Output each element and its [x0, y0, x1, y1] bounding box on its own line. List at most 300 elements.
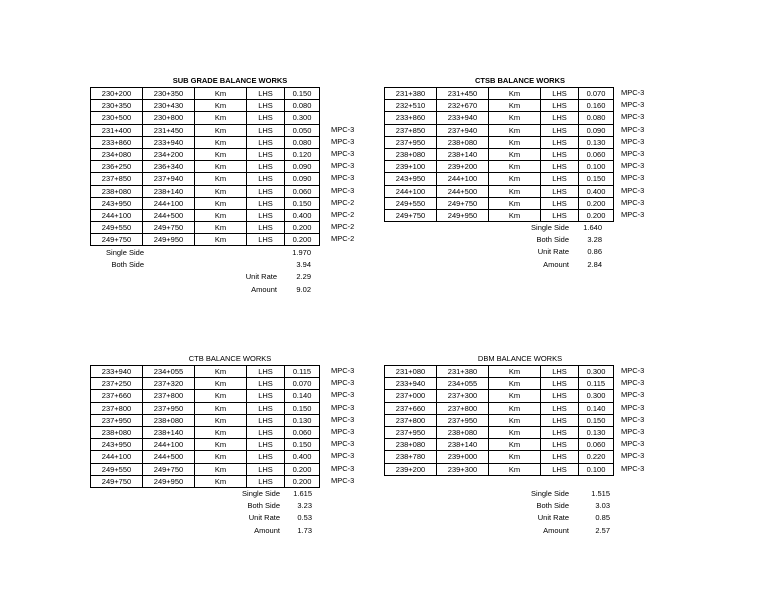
mpc-label: MPC-3 — [331, 378, 355, 388]
length-cell: 0.100 — [579, 463, 614, 475]
length-cell: 0.080 — [579, 112, 614, 124]
to-chainage-cell: 238+080 — [437, 426, 489, 438]
from-chainage-cell: 244+100 — [91, 209, 143, 221]
unit-cell: Km — [195, 463, 247, 475]
unit-cell: Km — [195, 112, 247, 124]
unit-cell: Km — [195, 414, 247, 426]
to-chainage-cell: 249+750 — [143, 463, 195, 475]
length-cell: 0.100 — [579, 161, 614, 173]
ctb-table — [90, 365, 320, 488]
length-cell: 0.130 — [579, 136, 614, 148]
table-row — [91, 173, 320, 185]
mpc-label: MPC-2 — [331, 234, 355, 244]
unit-rate-label: Unit Rate — [248, 513, 280, 523]
mpc-label: MPC-3 — [331, 439, 355, 449]
table-row — [91, 234, 320, 246]
unit-cell: Km — [489, 148, 541, 160]
unit-cell: Km — [489, 209, 541, 221]
length-cell: 0.220 — [579, 451, 614, 463]
from-chainage-cell: 249+750 — [385, 209, 437, 221]
length-cell: 0.150 — [285, 439, 320, 451]
length-cell: 0.140 — [285, 390, 320, 402]
mpc-label — [331, 111, 354, 123]
to-chainage-cell: 238+140 — [437, 148, 489, 160]
from-chainage-cell: 244+100 — [91, 451, 143, 463]
side-cell: LHS — [247, 88, 285, 100]
from-chainage-cell: 237+950 — [91, 414, 143, 426]
to-chainage-cell: 244+500 — [437, 185, 489, 197]
unit-rate-value: 0.86 — [587, 247, 602, 257]
from-chainage-cell: 249+750 — [91, 475, 143, 487]
single-side-value: 1.615 — [293, 489, 312, 498]
mpc-label: MPC-3 — [331, 390, 355, 400]
single-side-label: Single Side — [106, 248, 144, 257]
side-cell: LHS — [247, 426, 285, 438]
ctb-table-block — [90, 365, 320, 488]
length-cell: 0.050 — [285, 124, 320, 136]
from-chainage-cell: 233+860 — [91, 136, 143, 148]
single-side-value: 1.640 — [583, 223, 602, 232]
to-chainage-cell: 236+340 — [143, 161, 195, 173]
length-cell: 0.300 — [285, 112, 320, 124]
table-row — [385, 100, 614, 112]
mpc-label: MPC-3 — [621, 426, 645, 436]
both-side-value: 3.94 — [296, 260, 311, 270]
side-cell: LHS — [541, 414, 579, 426]
table-row — [385, 88, 614, 100]
table-row — [91, 88, 320, 100]
unit-cell: Km — [489, 426, 541, 438]
table-row — [91, 402, 320, 414]
side-cell: LHS — [247, 209, 285, 221]
mpc-label: MPC-3 — [621, 463, 645, 473]
unit-cell: Km — [489, 402, 541, 414]
unit-rate-value: 0.85 — [595, 513, 610, 523]
to-chainage-cell: 231+450 — [143, 124, 195, 136]
unit-cell: Km — [195, 148, 247, 160]
side-cell: LHS — [541, 366, 579, 378]
from-chainage-cell: 249+750 — [91, 234, 143, 246]
side-cell: LHS — [247, 234, 285, 246]
length-cell: 0.400 — [285, 451, 320, 463]
table-row — [91, 390, 320, 402]
from-chainage-cell: 236+250 — [91, 161, 143, 173]
amount-value: 9.02 — [296, 284, 311, 294]
from-chainage-cell: 237+800 — [91, 402, 143, 414]
to-chainage-cell: 231+450 — [437, 88, 489, 100]
table-row — [385, 439, 614, 451]
mpc-label: MPC-3 — [621, 100, 645, 110]
length-cell: 0.115 — [579, 378, 614, 390]
from-chainage-cell: 237+850 — [91, 173, 143, 185]
length-cell: 0.200 — [285, 463, 320, 475]
unit-cell: Km — [489, 414, 541, 426]
table-row — [385, 124, 614, 136]
unit-cell: Km — [489, 124, 541, 136]
side-cell: LHS — [247, 451, 285, 463]
dbm-mpc-column — [621, 365, 644, 475]
table-row — [385, 378, 614, 390]
from-chainage-cell: 238+080 — [91, 426, 143, 438]
length-cell: 0.090 — [285, 161, 320, 173]
mpc-label: MPC-3 — [331, 136, 355, 146]
mpc-label: MPC-3 — [621, 366, 645, 375]
side-cell: LHS — [541, 402, 579, 414]
table-row — [91, 197, 320, 209]
to-chainage-cell: 244+100 — [143, 439, 195, 451]
length-cell: 0.200 — [285, 475, 320, 487]
table-row — [91, 124, 320, 136]
table-row — [91, 451, 320, 463]
side-cell: LHS — [541, 197, 579, 209]
ctsb-title: CTSB BALANCE WORKS — [475, 76, 565, 85]
table-row — [385, 366, 614, 378]
unit-cell: Km — [489, 161, 541, 173]
unit-cell: Km — [489, 185, 541, 197]
from-chainage-cell: 243+950 — [385, 173, 437, 185]
from-chainage-cell: 233+860 — [385, 112, 437, 124]
both-side-label: Both Side — [536, 501, 569, 511]
side-cell: LHS — [541, 100, 579, 112]
unit-cell: Km — [489, 439, 541, 451]
amount-label: Amount — [543, 525, 569, 535]
table-row — [385, 148, 614, 160]
table-row — [91, 185, 320, 197]
side-cell: LHS — [247, 439, 285, 451]
from-chainage-cell: 244+100 — [385, 185, 437, 197]
mpc-label: MPC-3 — [621, 390, 645, 400]
amount-value: 2.84 — [587, 259, 602, 269]
side-cell: LHS — [247, 378, 285, 390]
side-cell: LHS — [541, 148, 579, 160]
side-cell: LHS — [247, 173, 285, 185]
mpc-label: MPC-3 — [331, 402, 355, 412]
table-row — [385, 390, 614, 402]
from-chainage-cell: 231+380 — [385, 88, 437, 100]
to-chainage-cell: 244+100 — [143, 197, 195, 209]
amount-value: 1.73 — [297, 525, 312, 535]
to-chainage-cell: 239+200 — [437, 161, 489, 173]
side-cell: LHS — [247, 161, 285, 173]
from-chainage-cell: 249+550 — [91, 222, 143, 234]
to-chainage-cell: 238+140 — [143, 426, 195, 438]
from-chainage-cell: 237+800 — [385, 414, 437, 426]
length-cell: 0.150 — [285, 197, 320, 209]
length-cell: 0.140 — [579, 402, 614, 414]
ctb-summary — [90, 488, 330, 537]
from-chainage-cell: 237+660 — [385, 402, 437, 414]
length-cell: 0.150 — [579, 414, 614, 426]
side-cell: LHS — [247, 366, 285, 378]
mpc-label: MPC-3 — [621, 136, 645, 146]
table-row — [91, 209, 320, 221]
length-cell: 0.200 — [579, 209, 614, 221]
unit-cell: Km — [195, 124, 247, 136]
side-cell: LHS — [247, 402, 285, 414]
table-row — [91, 463, 320, 475]
side-cell: LHS — [247, 124, 285, 136]
from-chainage-cell: 231+400 — [91, 124, 143, 136]
from-chainage-cell: 243+950 — [91, 439, 143, 451]
unit-rate-label: Unit Rate — [537, 247, 569, 257]
mpc-label: MPC-3 — [331, 173, 355, 183]
mpc-label: MPC-3 — [331, 161, 355, 171]
unit-cell: Km — [489, 173, 541, 185]
length-cell: 0.080 — [285, 100, 320, 112]
mpc-label: MPC-3 — [621, 451, 645, 461]
subgrade-summary — [90, 247, 330, 296]
from-chainage-cell: 237+950 — [385, 426, 437, 438]
unit-cell: Km — [195, 426, 247, 438]
table-row — [385, 197, 614, 209]
mpc-label: MPC-3 — [621, 209, 645, 219]
mpc-label: MPC-3 — [621, 88, 645, 97]
unit-cell: Km — [195, 173, 247, 185]
from-chainage-cell: 238+080 — [91, 185, 143, 197]
both-side-label: Both Side — [111, 260, 144, 270]
from-chainage-cell: 243+950 — [91, 197, 143, 209]
to-chainage-cell: 237+940 — [437, 124, 489, 136]
both-side-label: Both Side — [536, 235, 569, 245]
table-row — [385, 136, 614, 148]
length-cell: 0.060 — [285, 185, 320, 197]
unit-cell: Km — [195, 475, 247, 487]
side-cell: LHS — [541, 439, 579, 451]
single-side-label: Single Side — [531, 489, 569, 498]
length-cell: 0.080 — [285, 136, 320, 148]
mpc-label: MPC-3 — [621, 161, 645, 171]
table-row — [385, 402, 614, 414]
side-cell: LHS — [541, 88, 579, 100]
single-side-value: 1.970 — [292, 248, 311, 257]
to-chainage-cell: 234+055 — [437, 378, 489, 390]
unit-cell: Km — [195, 402, 247, 414]
from-chainage-cell: 230+200 — [91, 88, 143, 100]
from-chainage-cell: 237+850 — [385, 124, 437, 136]
side-cell: LHS — [247, 100, 285, 112]
side-cell: LHS — [247, 463, 285, 475]
side-cell: LHS — [541, 161, 579, 173]
to-chainage-cell: 237+300 — [437, 390, 489, 402]
from-chainage-cell: 249+550 — [91, 463, 143, 475]
to-chainage-cell: 231+380 — [437, 366, 489, 378]
length-cell: 0.200 — [285, 222, 320, 234]
mpc-label: MPC-3 — [621, 197, 645, 207]
side-cell: LHS — [247, 475, 285, 487]
from-chainage-cell: 239+200 — [385, 463, 437, 475]
mpc-label — [331, 87, 354, 99]
to-chainage-cell: 238+080 — [437, 136, 489, 148]
table-row — [385, 173, 614, 185]
side-cell: LHS — [247, 136, 285, 148]
dbm-summary — [384, 488, 624, 537]
table-row — [91, 222, 320, 234]
length-cell: 0.150 — [285, 402, 320, 414]
length-cell: 0.130 — [579, 426, 614, 438]
subgrade-table-block — [90, 87, 320, 246]
from-chainage-cell: 230+500 — [91, 112, 143, 124]
unit-cell: Km — [489, 378, 541, 390]
table-row — [91, 414, 320, 426]
table-row — [385, 414, 614, 426]
mpc-label: MPC-3 — [621, 402, 645, 412]
length-cell: 0.070 — [285, 378, 320, 390]
side-cell: LHS — [541, 390, 579, 402]
from-chainage-cell: 237+250 — [91, 378, 143, 390]
from-chainage-cell: 237+660 — [91, 390, 143, 402]
unit-cell: Km — [489, 451, 541, 463]
side-cell: LHS — [247, 185, 285, 197]
unit-rate-value: 0.53 — [297, 513, 312, 523]
length-cell: 0.130 — [285, 414, 320, 426]
table-row — [91, 366, 320, 378]
length-cell: 0.300 — [579, 366, 614, 378]
length-cell: 0.160 — [579, 100, 614, 112]
mpc-label: MPC-3 — [621, 112, 645, 122]
mpc-label: MPC-3 — [621, 378, 645, 388]
unit-cell: Km — [489, 390, 541, 402]
to-chainage-cell: 234+055 — [143, 366, 195, 378]
both-side-label: Both Side — [247, 501, 280, 511]
length-cell: 0.060 — [579, 439, 614, 451]
mpc-label: MPC-3 — [621, 439, 645, 449]
to-chainage-cell: 238+080 — [143, 414, 195, 426]
side-cell: LHS — [247, 148, 285, 160]
mpc-label: MPC-3 — [331, 451, 355, 461]
mpc-label: MPC-3 — [331, 366, 355, 375]
single-side-label: Single Side — [242, 489, 280, 498]
to-chainage-cell: 237+800 — [437, 402, 489, 414]
amount-label: Amount — [254, 525, 280, 535]
unit-cell: Km — [489, 88, 541, 100]
table-row — [385, 426, 614, 438]
to-chainage-cell: 249+750 — [437, 197, 489, 209]
unit-cell: Km — [489, 463, 541, 475]
unit-rate-value: 2.29 — [296, 272, 311, 282]
unit-cell: Km — [195, 222, 247, 234]
length-cell: 0.200 — [579, 197, 614, 209]
table-row — [91, 475, 320, 487]
to-chainage-cell: 237+940 — [143, 173, 195, 185]
side-cell: LHS — [247, 414, 285, 426]
unit-cell: Km — [195, 88, 247, 100]
from-chainage-cell: 230+350 — [91, 100, 143, 112]
mpc-label — [331, 99, 354, 111]
unit-cell: Km — [489, 136, 541, 148]
unit-cell: Km — [195, 366, 247, 378]
both-side-value: 3.03 — [595, 501, 610, 511]
to-chainage-cell: 239+000 — [437, 451, 489, 463]
table-row — [91, 161, 320, 173]
length-cell: 0.400 — [285, 209, 320, 221]
table-row — [385, 451, 614, 463]
unit-cell: Km — [489, 112, 541, 124]
unit-cell: Km — [195, 197, 247, 209]
table-row — [385, 463, 614, 475]
length-cell: 0.090 — [285, 173, 320, 185]
to-chainage-cell: 249+950 — [143, 475, 195, 487]
length-cell: 0.090 — [579, 124, 614, 136]
length-cell: 0.150 — [285, 88, 320, 100]
amount-label: Amount — [543, 259, 569, 269]
side-cell: LHS — [247, 197, 285, 209]
mpc-label: MPC-3 — [331, 148, 355, 158]
to-chainage-cell: 237+950 — [437, 414, 489, 426]
subgrade-mpc-column — [331, 87, 354, 245]
unit-cell: Km — [195, 439, 247, 451]
single-side-label: Single Side — [531, 223, 569, 232]
table-row — [91, 148, 320, 160]
to-chainage-cell: 230+430 — [143, 100, 195, 112]
unit-rate-label: Unit Rate — [245, 272, 277, 282]
from-chainage-cell: 232+510 — [385, 100, 437, 112]
dbm-table — [384, 365, 614, 476]
mpc-label: MPC-3 — [331, 414, 355, 424]
unit-cell: Km — [489, 366, 541, 378]
unit-cell: Km — [489, 100, 541, 112]
length-cell: 0.120 — [285, 148, 320, 160]
both-side-value: 3.23 — [297, 501, 312, 511]
table-row — [91, 378, 320, 390]
table-row — [91, 439, 320, 451]
amount-value: 2.57 — [595, 525, 610, 535]
to-chainage-cell: 244+500 — [143, 209, 195, 221]
length-cell: 0.060 — [285, 426, 320, 438]
to-chainage-cell: 239+300 — [437, 463, 489, 475]
to-chainage-cell: 230+800 — [143, 112, 195, 124]
unit-cell: Km — [195, 161, 247, 173]
table-row — [385, 112, 614, 124]
to-chainage-cell: 244+100 — [437, 173, 489, 185]
length-cell: 0.150 — [579, 173, 614, 185]
side-cell: LHS — [541, 426, 579, 438]
to-chainage-cell: 249+950 — [437, 209, 489, 221]
dbm-title: DBM BALANCE WORKS — [477, 354, 563, 363]
to-chainage-cell: 249+950 — [143, 234, 195, 246]
table-row — [91, 112, 320, 124]
table-row — [385, 209, 614, 221]
unit-cell: Km — [195, 209, 247, 221]
both-side-value: 3.28 — [587, 235, 602, 245]
mpc-label: MPC-3 — [331, 185, 355, 195]
length-cell: 0.300 — [579, 390, 614, 402]
from-chainage-cell: 249+550 — [385, 197, 437, 209]
to-chainage-cell: 234+200 — [143, 148, 195, 160]
length-cell: 0.070 — [579, 88, 614, 100]
to-chainage-cell: 237+800 — [143, 390, 195, 402]
side-cell: LHS — [247, 222, 285, 234]
to-chainage-cell: 237+320 — [143, 378, 195, 390]
mpc-label: MPC-3 — [621, 124, 645, 134]
unit-cell: Km — [195, 451, 247, 463]
table-row — [91, 136, 320, 148]
to-chainage-cell: 230+350 — [143, 88, 195, 100]
mpc-label: MPC-3 — [331, 124, 355, 134]
unit-rate-label: Unit Rate — [537, 513, 569, 523]
from-chainage-cell: 237+950 — [385, 136, 437, 148]
mpc-label: MPC-3 — [331, 475, 355, 485]
side-cell: LHS — [541, 451, 579, 463]
side-cell: LHS — [247, 390, 285, 402]
side-cell: LHS — [541, 173, 579, 185]
to-chainage-cell: 238+140 — [437, 439, 489, 451]
mpc-label: MPC-3 — [331, 463, 355, 473]
to-chainage-cell: 233+940 — [437, 112, 489, 124]
ctsb-mpc-column — [621, 87, 644, 221]
to-chainage-cell: 238+140 — [143, 185, 195, 197]
table-row — [91, 100, 320, 112]
table-row — [385, 161, 614, 173]
